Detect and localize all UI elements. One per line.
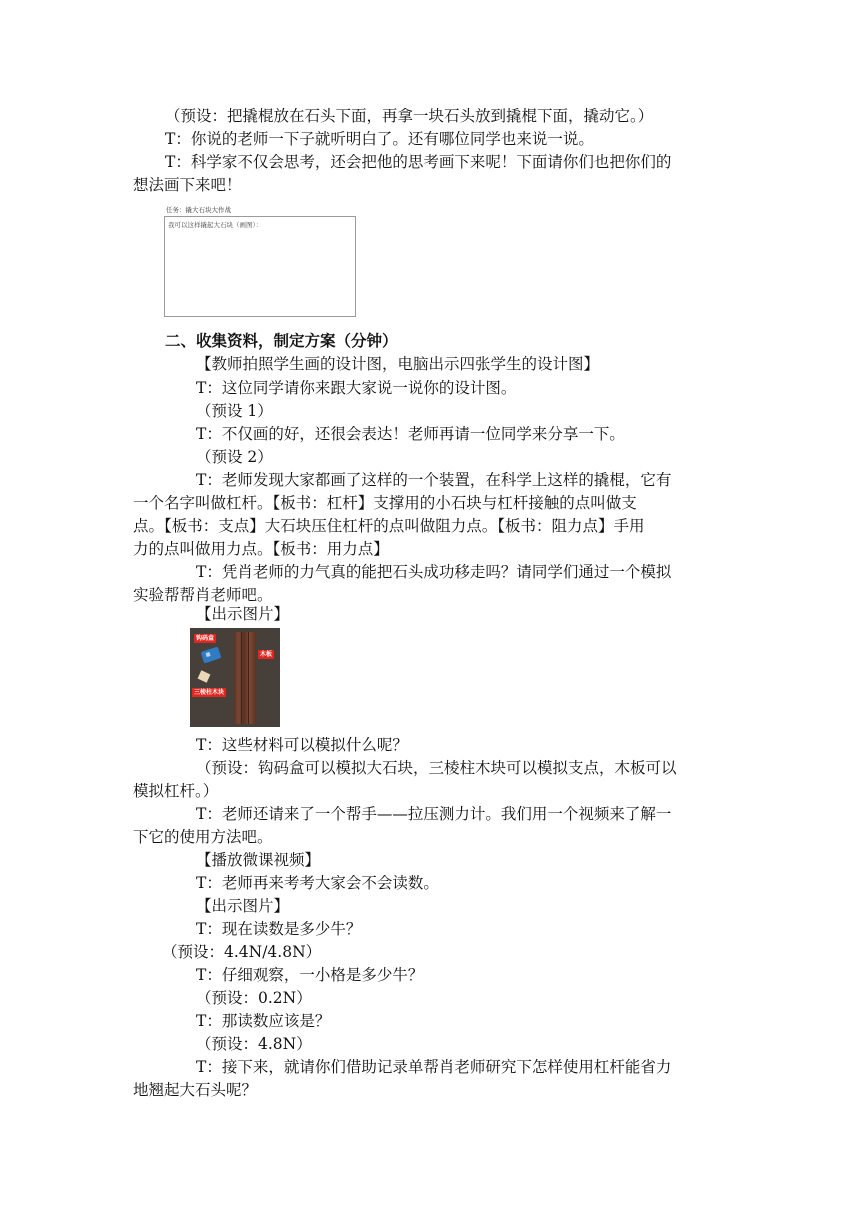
label-board: 木板 — [260, 651, 273, 658]
paragraph-teacher: T：老师发现大家都画了这样的一个装置，在科学上这样的撬棍，它有 — [196, 471, 672, 489]
paragraph-teacher: 力的点叫做用力点。【板书：用力点】 — [133, 540, 389, 558]
paragraph-teacher: 一个名字叫做杠杆。【板书：杠杆】支撑用的小石块与杠杆接触的点叫做支 — [133, 494, 637, 512]
paragraph-teacher: T：这些材料可以模拟什么呢？ — [196, 736, 408, 754]
paragraph-teacher: T：你说的老师一下子就听明白了。还有哪位同学也来说一说。 — [165, 130, 594, 148]
paragraph-teacher: T：科学家不仅会思考，还会把他的思考画下来呢！下面请你们也把你们的 — [165, 153, 672, 171]
worksheet-image — [164, 205, 356, 317]
paragraph-preset: （预设：4.4N/4.8N） — [162, 943, 322, 961]
weight-box: ▦ — [201, 647, 222, 664]
paragraph-teacher: T：那读数应该是？ — [196, 1012, 331, 1030]
worksheet-prompt: 我可以这样撬起大石块（画图）： — [168, 221, 263, 229]
worksheet-title: 任务：撬大石块大作战 — [166, 206, 231, 214]
paragraph-preset: 模拟杠杆。） — [133, 782, 219, 800]
triangular-block — [198, 670, 211, 682]
paragraph-preset: （预设：把撬棍放在石头下面，再拿一块石头放到撬棍下面，撬动它。） — [165, 107, 654, 125]
paragraph-teacher: 地翘起大石头呢？ — [133, 1081, 258, 1099]
paragraph-teacher: T：老师再来考考大家会不会读数。 — [196, 874, 439, 892]
label-triangular-block: 三棱柱木块 — [194, 689, 225, 696]
paragraph-teacher: 点。【板书：支点】大石块压住杠杆的点叫做阻力点。【板书：阻力点】手用 — [133, 517, 645, 535]
paragraph-note: 【出示图片】 — [196, 897, 290, 915]
paragraph-preset: （预设：4.8N） — [196, 1035, 312, 1053]
paragraph-teacher: 实验帮帮肖老师吧。 — [133, 586, 273, 604]
paragraph-teacher: T：接下来，就请你们借助记录单帮肖老师研究下怎样使用杠杆能省力 — [196, 1058, 672, 1076]
paragraph-teacher: T：凭肖老师的力气真的能把石头成功移走吗？请同学们通过一个模拟 — [196, 563, 672, 581]
wooden-board — [234, 632, 256, 724]
label-weight-box: 钩码盒 — [196, 635, 215, 642]
paragraph-preset: （预设 2） — [196, 448, 273, 466]
materials-photo — [190, 628, 280, 727]
paragraph-teacher: T：这位同学请你来跟大家说一说你的设计图。 — [196, 379, 517, 397]
paragraph-teacher: 下它的使用方法吧。 — [133, 828, 273, 846]
section-heading: 二、收集资料，制定方案（分钟） — [165, 331, 398, 350]
board-groove — [241, 632, 242, 724]
board-groove — [248, 632, 249, 724]
worksheet-drawing-box — [164, 216, 356, 317]
paragraph-note: 【教师拍照学生画的设计图，电脑出示四张学生的设计图】 — [196, 355, 600, 373]
paragraph-teacher: T：仔细观察，一小格是多少牛？ — [196, 966, 424, 984]
paragraph-preset: （预设 1） — [196, 402, 273, 420]
paragraph-preset: （预设：钩码盒可以模拟大石块，三棱柱木块可以模拟支点，木板可以 — [196, 759, 677, 777]
paragraph-teacher: T：老师还请来了一个帮手——拉压测力计。我们用一个视频来了解一 — [196, 805, 672, 823]
paragraph-teacher: T：不仅画的好，还很会表达！老师再请一位同学来分享一下。 — [196, 425, 625, 443]
paragraph-teacher: 想法画下来吧！ — [133, 176, 242, 194]
paragraph-preset: （预设：0.2N） — [196, 989, 312, 1007]
paragraph-teacher: T：现在读数是多少牛？ — [196, 920, 362, 938]
paragraph-note: 【播放微课视频】 — [196, 851, 321, 869]
paragraph-note: 【出示图片】 — [196, 605, 290, 623]
